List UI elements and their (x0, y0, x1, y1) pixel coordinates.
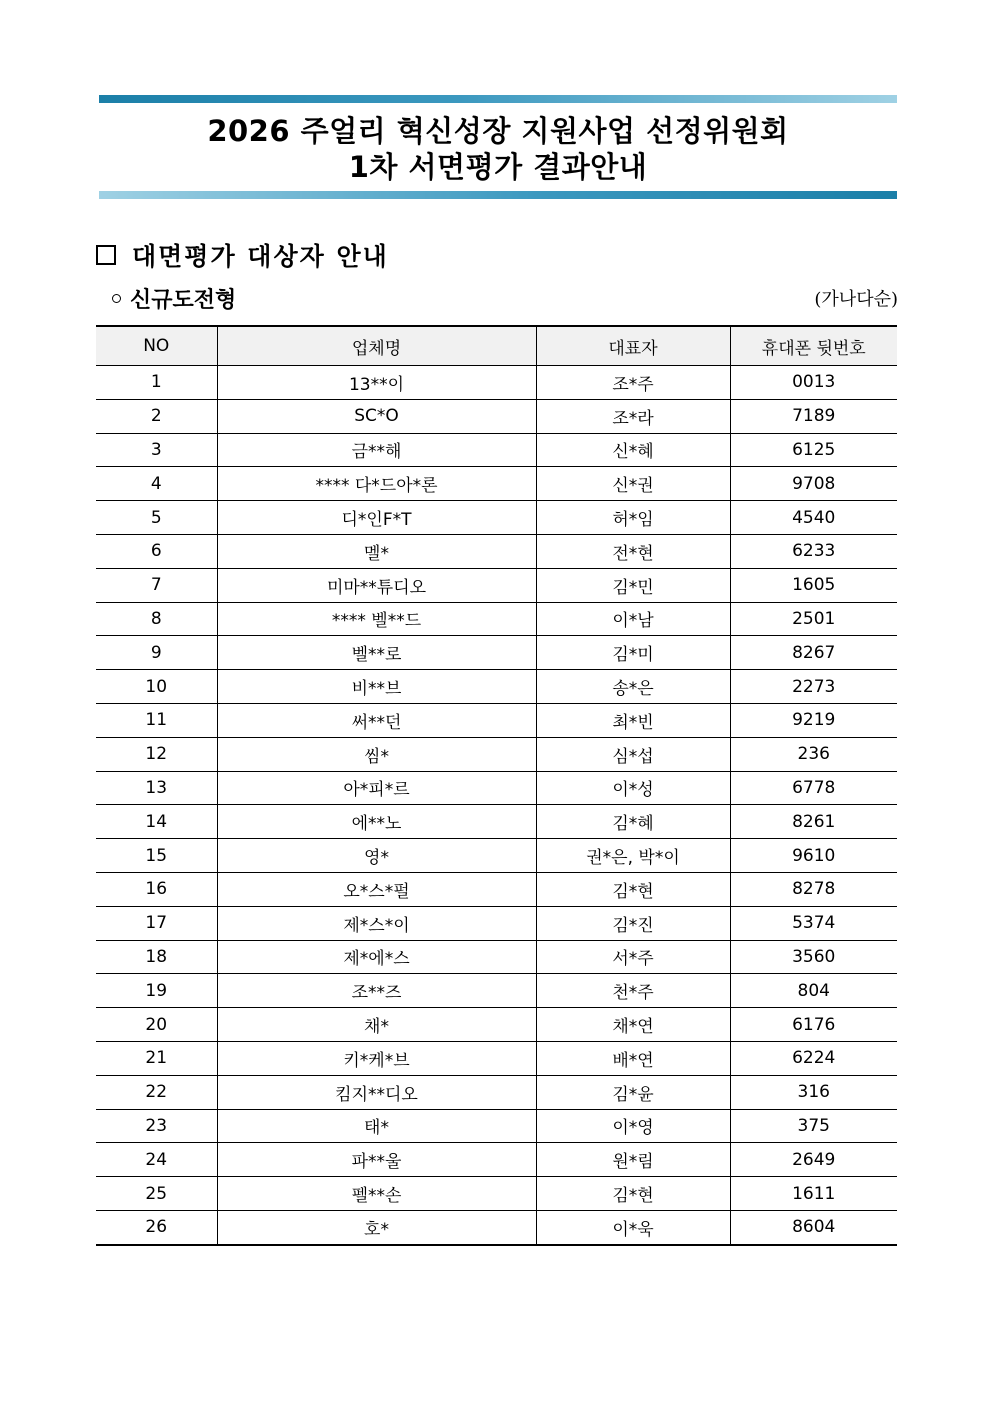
cell-no: 15 (96, 839, 217, 873)
cell-company: 아*피*르 (217, 771, 536, 805)
cell-company: 펠**손 (217, 1177, 536, 1211)
cell-phone-suffix: 375 (730, 1109, 897, 1143)
cell-phone-suffix: 804 (730, 974, 897, 1008)
cell-representative: 김*혜 (536, 805, 730, 839)
cell-phone-suffix: 6224 (730, 1041, 897, 1075)
cell-phone-suffix: 9610 (730, 839, 897, 873)
cell-representative: 이*남 (536, 602, 730, 636)
table-row (96, 670, 897, 704)
cell-company: 비**브 (217, 670, 536, 704)
table-row (96, 1075, 897, 1109)
cell-no: 16 (96, 872, 217, 906)
table-header-row (96, 326, 897, 366)
cell-representative: 최*빈 (536, 703, 730, 737)
cell-phone-suffix: 3560 (730, 940, 897, 974)
header-phone-suffix: 휴대폰 뒷번호 (730, 326, 897, 366)
cell-no: 24 (96, 1143, 217, 1177)
cell-company: 키*케*브 (217, 1041, 536, 1075)
table-row (96, 534, 897, 568)
table-row (96, 501, 897, 535)
checkbox-square-icon (96, 245, 116, 265)
cell-representative: 이*영 (536, 1109, 730, 1143)
table-row (96, 602, 897, 636)
cell-company: SC*O (217, 399, 536, 433)
title-top-rule (99, 95, 897, 103)
cell-company: 13**이 (217, 366, 536, 400)
cell-company: 영* (217, 839, 536, 873)
cell-phone-suffix: 8267 (730, 636, 897, 670)
cell-no: 23 (96, 1109, 217, 1143)
cell-company: 씸* (217, 737, 536, 771)
cell-phone-suffix: 2501 (730, 602, 897, 636)
cell-no: 8 (96, 602, 217, 636)
cell-company: 제*에*스 (217, 940, 536, 974)
cell-no: 5 (96, 501, 217, 535)
cell-company: 조**즈 (217, 974, 536, 1008)
table-row (96, 399, 897, 433)
cell-company: 오*스*펄 (217, 872, 536, 906)
cell-representative: 채*연 (536, 1008, 730, 1042)
cell-phone-suffix: 6778 (730, 771, 897, 805)
cell-representative: 신*혜 (536, 433, 730, 467)
cell-representative: 신*권 (536, 467, 730, 501)
cell-company: 제*스*이 (217, 906, 536, 940)
cell-company: 미마**튜디오 (217, 568, 536, 602)
table-row (96, 940, 897, 974)
cell-phone-suffix: 9219 (730, 703, 897, 737)
cell-no: 12 (96, 737, 217, 771)
cell-no: 21 (96, 1041, 217, 1075)
cell-representative: 서*주 (536, 940, 730, 974)
cell-phone-suffix: 1611 (730, 1177, 897, 1211)
cell-phone-suffix: 8604 (730, 1210, 897, 1244)
section-heading-text: 대면평가 대상자 안내 (132, 242, 389, 271)
cell-company: 멜* (217, 534, 536, 568)
cell-company: 호* (217, 1210, 536, 1244)
cell-representative: 이*욱 (536, 1210, 730, 1244)
cell-no: 20 (96, 1008, 217, 1042)
subsection-heading-text: 신규도전형 (130, 287, 237, 313)
cell-no: 13 (96, 771, 217, 805)
table-row (96, 805, 897, 839)
header-representative: 대표자 (536, 326, 730, 366)
cell-no: 9 (96, 636, 217, 670)
cell-representative: 김*현 (536, 872, 730, 906)
table-row (96, 771, 897, 805)
cell-company: 벨**로 (217, 636, 536, 670)
cell-representative: 김*민 (536, 568, 730, 602)
cell-phone-suffix: 4540 (730, 501, 897, 535)
table-row (96, 974, 897, 1008)
header-no: NO (96, 326, 217, 366)
cell-representative: 허*임 (536, 501, 730, 535)
cell-no: 22 (96, 1075, 217, 1109)
header-company: 업체명 (217, 326, 536, 366)
cell-phone-suffix: 316 (730, 1075, 897, 1109)
cell-representative: 조*라 (536, 399, 730, 433)
table-row (96, 906, 897, 940)
cell-representative: 송*은 (536, 670, 730, 704)
cell-phone-suffix: 9708 (730, 467, 897, 501)
cell-representative: 이*성 (536, 771, 730, 805)
cell-company: 금**해 (217, 433, 536, 467)
cell-phone-suffix: 236 (730, 737, 897, 771)
sort-order-note: (가나다순) (814, 289, 898, 310)
cell-no: 18 (96, 940, 217, 974)
cell-representative: 김*윤 (536, 1075, 730, 1109)
results-table (96, 325, 897, 1246)
cell-company: 파**울 (217, 1143, 536, 1177)
cell-representative: 조*주 (536, 366, 730, 400)
cell-representative: 천*주 (536, 974, 730, 1008)
cell-phone-suffix: 6233 (730, 534, 897, 568)
cell-no: 4 (96, 467, 217, 501)
cell-representative: 원*림 (536, 1143, 730, 1177)
cell-representative: 배*연 (536, 1041, 730, 1075)
cell-phone-suffix: 5374 (730, 906, 897, 940)
cell-phone-suffix: 1605 (730, 568, 897, 602)
subsection-heading (112, 283, 236, 314)
document-title-line2: 1차 서면평가 결과안내 (348, 150, 648, 184)
cell-phone-suffix: 0013 (730, 366, 897, 400)
cell-no: 14 (96, 805, 217, 839)
table-row (96, 1008, 897, 1042)
table-row (96, 636, 897, 670)
cell-no: 1 (96, 366, 217, 400)
table-row (96, 366, 897, 400)
table-row (96, 1109, 897, 1143)
cell-company: 태* (217, 1109, 536, 1143)
cell-company: **** 다*드아*론 (217, 467, 536, 501)
document-title-block (99, 95, 897, 199)
cell-no: 19 (96, 974, 217, 1008)
table-row (96, 737, 897, 771)
cell-no: 10 (96, 670, 217, 704)
cell-no: 2 (96, 399, 217, 433)
cell-representative: 김*현 (536, 1177, 730, 1211)
table-row (96, 568, 897, 602)
cell-representative: 김*진 (536, 906, 730, 940)
cell-representative: 전*현 (536, 534, 730, 568)
document-title-line1: 2026 주얼리 혁신성장 지원사업 선정위원회 (207, 114, 789, 148)
table-row (96, 1177, 897, 1211)
cell-phone-suffix: 6176 (730, 1008, 897, 1042)
cell-company: 킴지**디오 (217, 1075, 536, 1109)
cell-phone-suffix: 2273 (730, 670, 897, 704)
table-row (96, 1041, 897, 1075)
cell-phone-suffix: 6125 (730, 433, 897, 467)
cell-no: 17 (96, 906, 217, 940)
table-row (96, 467, 897, 501)
cell-phone-suffix: 2649 (730, 1143, 897, 1177)
cell-company: 채* (217, 1008, 536, 1042)
cell-company: 써**던 (217, 703, 536, 737)
cell-no: 26 (96, 1210, 217, 1244)
cell-no: 11 (96, 703, 217, 737)
table-row (96, 872, 897, 906)
cell-company: **** 벨**드 (217, 602, 536, 636)
table-row (96, 839, 897, 873)
table-row (96, 1210, 897, 1244)
cell-representative: 심*섭 (536, 737, 730, 771)
section-heading (96, 237, 389, 273)
cell-no: 25 (96, 1177, 217, 1211)
cell-phone-suffix: 8278 (730, 872, 897, 906)
cell-no: 3 (96, 433, 217, 467)
cell-no: 7 (96, 568, 217, 602)
cell-representative: 김*미 (536, 636, 730, 670)
title-bottom-rule (99, 191, 897, 199)
table-row (96, 433, 897, 467)
cell-no: 6 (96, 534, 217, 568)
table-row (96, 1143, 897, 1177)
cell-phone-suffix: 8261 (730, 805, 897, 839)
cell-company: 에**노 (217, 805, 536, 839)
cell-phone-suffix: 7189 (730, 399, 897, 433)
table-row (96, 703, 897, 737)
circle-bullet-icon (112, 294, 121, 303)
cell-company: 디*인F*T (217, 501, 536, 535)
cell-representative: 권*은, 박*이 (536, 839, 730, 873)
